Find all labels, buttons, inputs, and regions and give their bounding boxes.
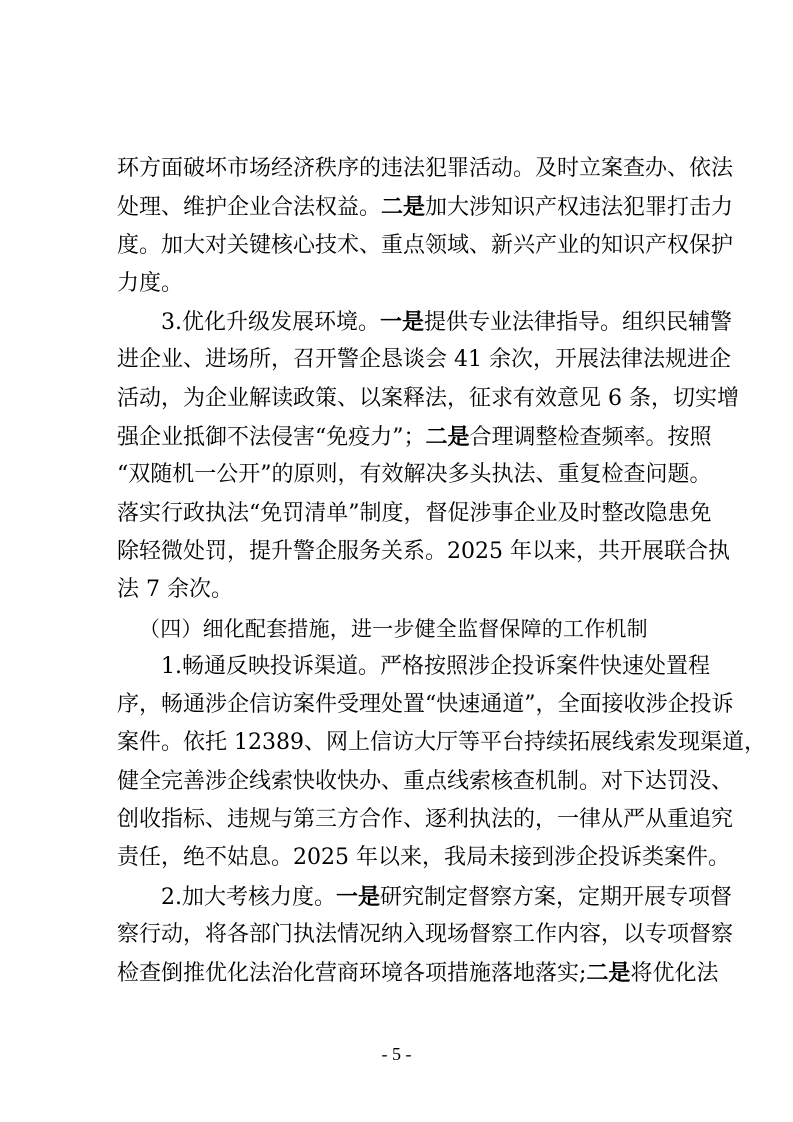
- text-line: 除轻微处罚，提升警企服务关系。2025 年以来，共开展联合执: [117, 538, 730, 564]
- text-line: [117, 188, 734, 226]
- text-line: 度。加大对关键核心技术、重点领域、新兴产业的知识产权保护: [117, 232, 734, 258]
- document-body: [117, 150, 766, 993]
- text-line: 法 7 余次。: [117, 577, 233, 603]
- bold-marker: 一是: [380, 309, 425, 336]
- bold-marker: 二是: [586, 960, 631, 987]
- text-line: [117, 878, 733, 916]
- text-line: 健全完善涉企线索快收快办、重点线索核查机制。对下达罚没、: [117, 768, 734, 794]
- bold-marker: 一是: [336, 883, 381, 910]
- text-line: 察行动，将各部门执法情况纳入现场督察工作内容，以专项督察: [117, 921, 734, 947]
- text-span: 合理调整检查频率。按照: [469, 425, 712, 451]
- text-line: [117, 418, 712, 456]
- section-heading: （四）细化配套措施，进一步健全监督保障的工作机制: [139, 616, 648, 641]
- bold-marker: 二是: [381, 194, 426, 221]
- text-span: 3.优化升级发展环境。: [161, 310, 380, 336]
- text-line: 责任，绝不姑息。2025 年以来，我局未接到涉企投诉类案件。: [117, 845, 730, 871]
- text-line: 落实行政执法“免罚清单”制度，督促涉事企业及时整改隐患免: [117, 500, 712, 526]
- text-span: 强企业抵御不法侵害“免疫力”；: [117, 425, 426, 451]
- text-span: 将优化法: [630, 961, 719, 987]
- text-span: 加大涉知识产权违法犯罪打击力: [425, 195, 734, 221]
- text-line: 活动，为企业解读政策、以案释法，征求有效意见 6 条，切实增: [117, 385, 739, 411]
- text-span: 研究制定督察方案，定期开展专项督: [380, 884, 733, 910]
- text-line: 案件。依托 12389、网上信访大厅等平台持续拓展线索发现渠道，: [117, 730, 766, 756]
- text-line: 环方面破坏市场经济秩序的违法犯罪活动。及时立案查办、依法: [117, 156, 734, 181]
- text-line: 序，畅通涉企信访案件受理处置“快速通道”，全面接收涉企投诉: [117, 692, 734, 718]
- text-span: 提供专业法律指导。组织民辅警: [424, 310, 733, 336]
- text-span: 检查倒推优化法治化营商环境各项措施落地落实;: [117, 961, 587, 987]
- text-span: 2.加大考核力度。: [161, 884, 336, 910]
- page-number: - 5 -: [381, 1044, 412, 1064]
- text-line: 创收指标、违规与第三方合作、逐利执法的，一律从严从重追究: [117, 807, 734, 833]
- bold-marker: 二是: [425, 424, 470, 451]
- text-line: “双随机一公开”的原则，有效解决多头执法、重复检查问题。: [117, 462, 712, 488]
- text-line: 1.畅通反映投诉渠道。严格按照涉企投诉案件快速处置程: [161, 653, 710, 679]
- text-line: [117, 954, 719, 992]
- text-line: 进企业、进场所，召开警企恳谈会 41 余次，开展法律法规进企: [117, 347, 731, 373]
- text-span: 处理、维护企业合法权益。: [117, 195, 382, 221]
- text-line: [117, 303, 733, 341]
- text-line: 力度。: [117, 270, 184, 296]
